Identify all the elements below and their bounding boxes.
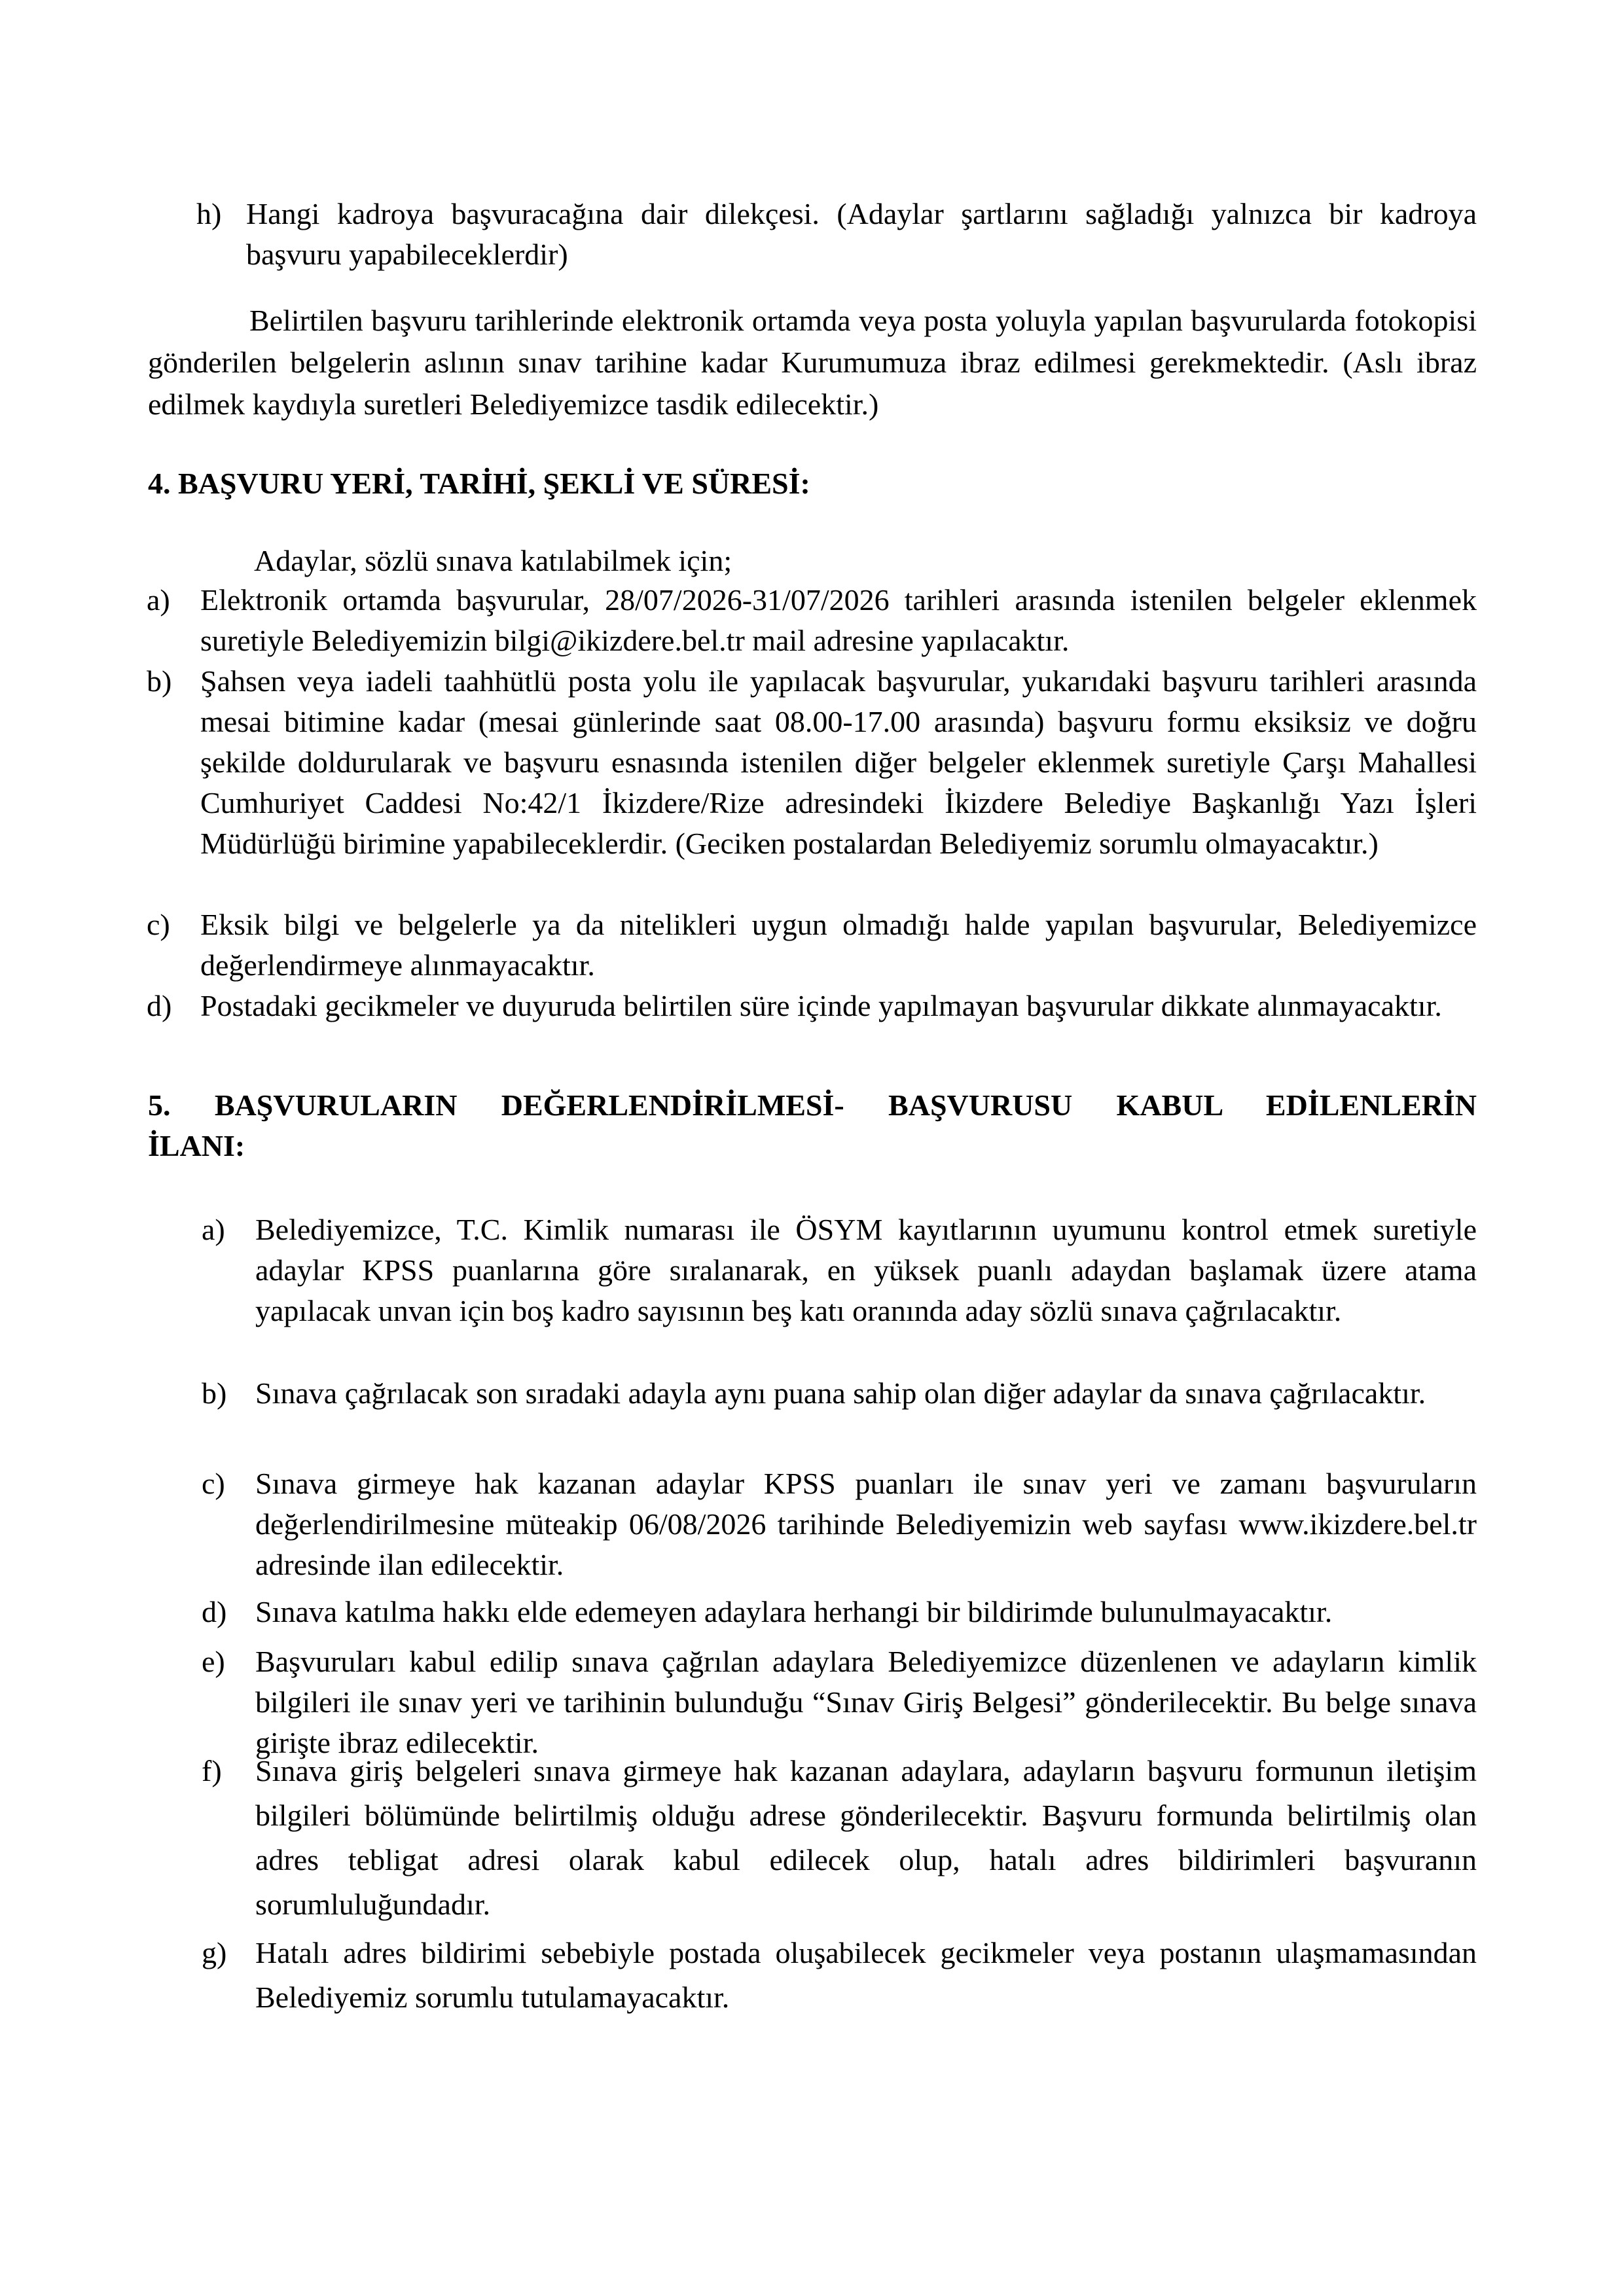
list-item-text: Postadaki gecikmeler ve duyuruda belirtilen süre içinde yapılmayan başvurular dikkate alınmayacaktır. (200, 989, 1442, 1022)
list-item-label: c) (147, 908, 170, 941)
list-item-label: b) (202, 1376, 227, 1410)
list-item-text: Hangi kadroya başvuracağına dair dilekçesi. (Adaylar şartlarını sağladığı yalnızca bir kadroya başvuru yapabileceklerdir) (246, 197, 1477, 271)
list-item-text: Hatalı adres bildirimi sebebiyle postada oluşabilecek gecikmeler veya postanın ulaşmamasından Belediyemiz sorumlu tutulamayacaktır. (255, 1936, 1477, 2014)
list-item-label: c) (202, 1467, 225, 1500)
list-item (202, 1641, 1477, 1763)
section-5-heading: 5. BAŞVURULARIN DEĞERLENDİRİLMESİ- BAŞVURUSU KABUL EDİLENLERİN İLANI: (148, 1088, 1477, 1162)
list-item-text: Sınava çağrılacak son sıradaki adayla aynı puana sahip olan diğer adaylar da sınava çağrılacaktır. (255, 1376, 1426, 1410)
list-item-label: d) (202, 1595, 227, 1628)
list-item (147, 661, 1477, 864)
list-item-h (196, 194, 1477, 275)
list-item (202, 1210, 1477, 1331)
list-item-label: b) (147, 664, 172, 698)
list-item-label: f) (202, 1754, 222, 1787)
list-item-text: Sınava katılma hakkı elde edemeyen adaylara herhangi bir bildirimde bulunulmayacaktır. (255, 1595, 1333, 1628)
section-4-intro: Adaylar, sözlü sınava katılabilmek için; (254, 544, 732, 577)
list-item (147, 905, 1477, 986)
list-item-text: Eksik bilgi ve belgelerle ya da nitelikleri uygun olmadığı halde yapılan başvurular, Belediyemizce değerlendirmeye alınmayacaktır. (200, 908, 1477, 982)
list-item (202, 1592, 1477, 1632)
list-item-label: h) (196, 197, 222, 230)
list-item-label: d) (147, 989, 172, 1022)
section-4-heading: 4. BAŞVURU YERİ, TARİHİ, ŞEKLİ VE SÜRESİ: (148, 467, 810, 500)
list-item-label: g) (202, 1936, 227, 1969)
list-item (202, 1373, 1477, 1414)
list-item (147, 986, 1477, 1026)
body-paragraph: Belirtilen başvuru tarihlerinde elektronik ortamda veya posta yoluyla yapılan başvurularda fotokopisi gönderilen belgelerin aslının sınav tarihine kadar Kurumumuza ibraz edilmesi gerekmektedir. (Aslı ibraz edilmek kaydıyla suretleri Belediyemizce tasdik edilecektir.) (148, 304, 1477, 421)
list-item-label: a) (202, 1213, 225, 1246)
list-item-text: Sınava giriş belgeleri sınava girmeye hak kazanan adaylara, adayların başvuru formunun iletişim bilgileri bölümünde belirtilmiş olduğu adrese gönderilecektir. Başvuru formunda belirtilmiş olan adres tebligat adresi olarak kabul edilecek olup, hatalı adres bildirimleri başvuranın sorumluluğundadır. (255, 1754, 1477, 1921)
list-item (202, 1931, 1477, 2020)
list-item-text: Sınava girmeye hak kazanan adaylar KPSS puanları ile sınav yeri ve zamanı başvuruların değerlendirilmesine müteakip 06/08/2026 tarihinde Belediyemizin web sayfası www.ikizdere.bel.tr adresinde ilan edilecektir. (255, 1467, 1477, 1581)
list-item-text: Belediyemizce, T.C. Kimlik numarası ile ÖSYM kayıtlarının uyumunu kontrol etmek suretiyle adaylar KPSS puanlarına göre sıralanarak, en yüksek puanlı adaydan başlamak üzere atama yapılacak unvan için boş kadro sayısının beş katı oranında aday sözlü sınava çağrılacaktır. (255, 1213, 1477, 1327)
list-item (202, 1749, 1477, 1927)
list-item-text: Başvuruları kabul edilip sınava çağrılan adaylara Belediyemizce düzenlenen ve adayların kimlik bilgileri ile sınav yeri ve tarihinin bulunduğu “Sınav Giriş Belgesi” gönderilecektir. Bu belge sınava girişte ibraz edilecektir. (255, 1645, 1477, 1759)
list-item-label: e) (202, 1645, 225, 1678)
list-item (147, 580, 1477, 661)
list-item-label: a) (147, 583, 170, 617)
list-item-text: Şahsen veya iadeli taahhütlü posta yolu ile yapılacak başvurular, yukarıdaki başvuru tarihleri arasında mesai bitimine kadar (mesai günlerinde saat 08.00-17.00 arasında) başvuru formu eksiksiz ve doğru şekilde doldurularak ve başvuru esnasında istenilen diğer belgeler eklenmek suretiyle Çarşı Mahallesi Cumhuriyet Caddesi No:42/1 İkizdere/Rize adresindeki İkizdere Belediye Başkanlığı Yazı İşleri Müdürlüğü birimine yapabileceklerdir. (Geciken postalardan Belediyemiz sorumlu olmayacaktır.) (200, 664, 1477, 860)
list-item (202, 1463, 1477, 1585)
list-item-text: Elektronik ortamda başvurular, 28/07/2026-31/07/2026 tarihleri arasında istenilen belgeler eklenmek suretiyle Belediyemizin bilgi@ikizdere.bel.tr mail adresine yapılacaktır. (200, 583, 1477, 657)
